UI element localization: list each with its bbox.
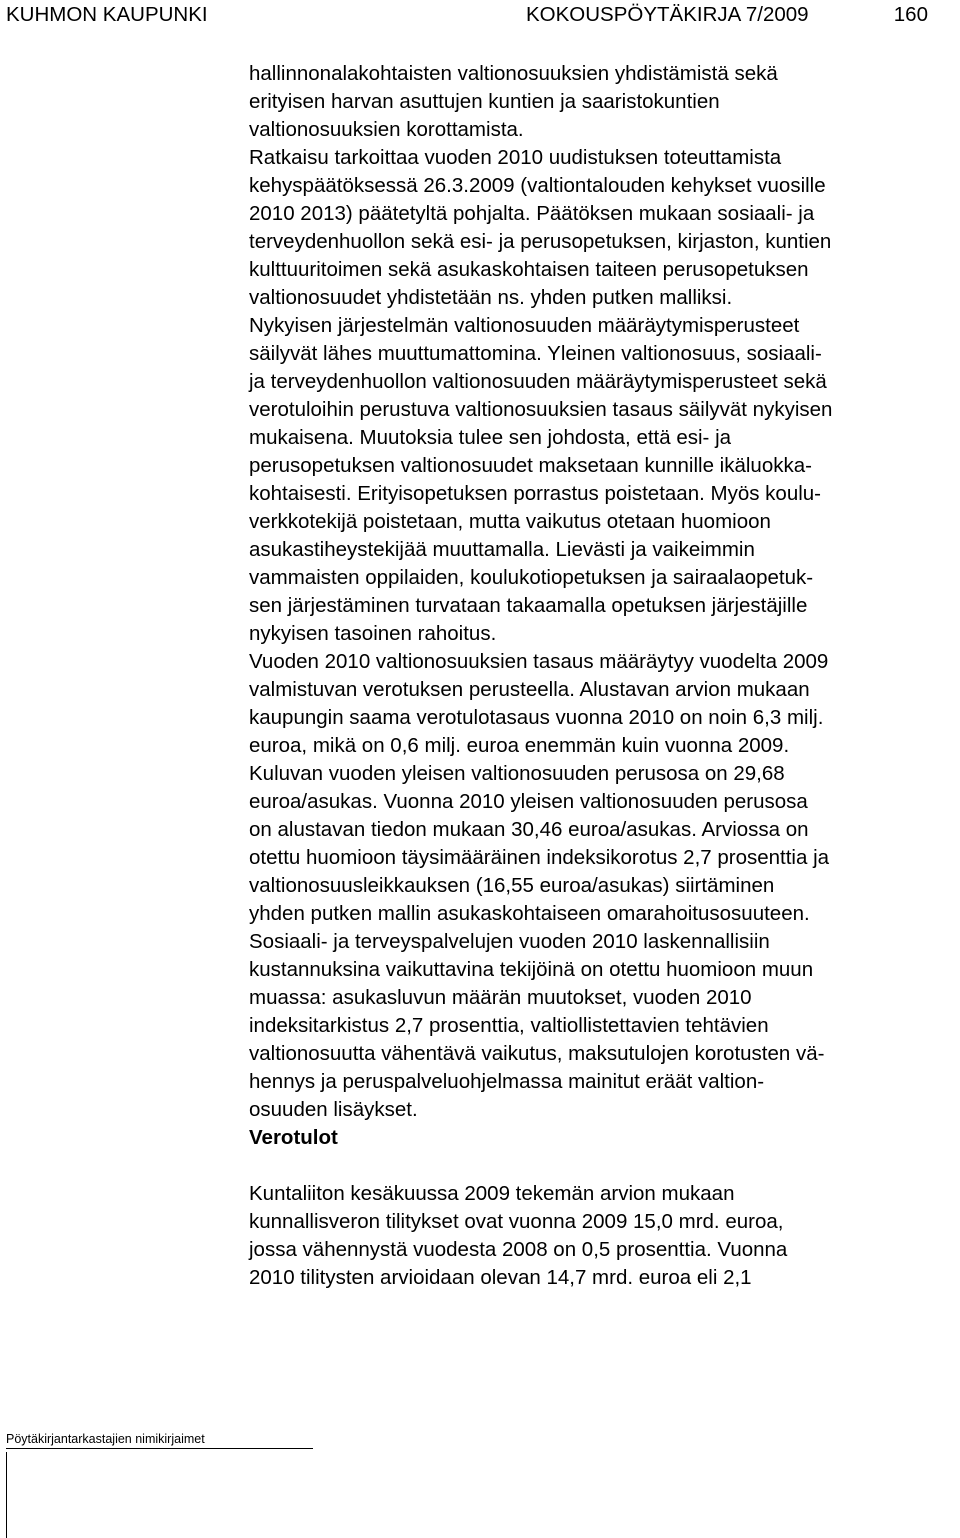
text-line: kunnallisveron tilitykset ovat vuonna 2009 15,0 mrd. euroa, [249,1210,784,1233]
document-body [249,60,959,1292]
text-line: 2010 2013) päätetyltä pohjalta. Päätöksen mukaan sosiaali- ja [249,202,815,225]
page-header [6,3,928,27]
text-line: hennys ja peruspalveluohjelmassa mainitut eräät valtion- [249,1070,765,1093]
text-line: kulttuuritoimen sekä asukaskohtaisen taiteen perusopetuksen [249,258,809,281]
text-line: säilyvät lähes muuttumattomina. Yleinen valtionosuus, sosiaali- [249,342,822,365]
text-line: ja terveydenhuollon valtionosuuden määräytymisperusteet sekä [249,370,827,393]
text-line: verotuloihin perustuva valtionosuuksien tasaus säilyvät nykyisen [249,398,833,421]
text-line: kehyspäätöksessä 26.3.2009 (valtiontalouden kehykset vuosille [249,174,826,197]
text-line: valtionosuudet yhdistetään ns. yhden putken malliksi. [249,286,733,309]
text-line: perusopetuksen valtionosuudet maksetaan kunnille ikäluokka- [249,454,812,477]
text-line: valmistuvan verotuksen perusteella. Alustavan arvion mukaan [249,678,810,701]
paragraph-4 [249,928,959,1124]
text-line: valtionosuuksien korottamista. [249,118,524,141]
text-line: jossa vähennystä vuodesta 2008 on 0,5 prosenttia. Vuonna [249,1238,788,1261]
text-line: Nykyisen järjestelmän valtionosuuden määräytymisperusteet [249,314,800,337]
text-line: Kuntaliiton kesäkuussa 2009 tekemän arvion mukaan [249,1182,735,1205]
text-line: on alustavan tiedon mukaan 30,46 euroa/asukas. Arviossa on [249,818,809,841]
text-line: Ratkaisu tarkoittaa vuoden 2010 uudistuksen toteuttamista [249,146,782,169]
text-line: valtionosuutta vähentävä vaikutus, maksutulojen korotusten vä- [249,1042,825,1065]
paragraph-3 [249,760,959,928]
text-line: terveydenhuollon sekä esi- ja perusopetuksen, kirjaston, kuntien [249,230,832,253]
text-line: indeksitarkistus 2,7 prosenttia, valtiollistettavien tehtävien [249,1014,769,1037]
text-line: kustannuksina vaikuttavina tekijöinä on otettu huomioon muun [249,958,814,981]
text-line: Vuoden 2010 valtionosuuksien tasaus määräytyy vuodelta 2009 [249,650,829,673]
text-line: vammaisten oppilaiden, koulukotiopetuksen ja sairaalaopetuk- [249,566,814,589]
text-line: kaupungin saama verotulotasaus vuonna 2010 on noin 6,3 milj. [249,706,824,729]
text-line: mukaisena. Muutoksia tulee sen johdosta, että esi- ja [249,426,732,449]
text-line: Kuluvan vuoden yleisen valtionosuuden perusosa on 29,68 [249,762,785,785]
text-line: muassa: asukasluvun määrän muutokset, vuoden 2010 [249,986,752,1009]
text-line: yhden putken mallin asukaskohtaiseen omarahoitusosuuteen. [249,902,810,925]
text-line: valtionosuusleikkauksen (16,55 euroa/asukas) siirtäminen [249,874,775,897]
organization-name: KUHMON KAUPUNKI [6,3,208,26]
text-line: euroa/asukas. Vuonna 2010 yleisen valtionosuuden perusosa [249,790,808,813]
section-heading: Verotulot [249,1126,338,1149]
text-line: 2010 tilitysten arvioidaan olevan 14,7 mrd. euroa eli 2,1 [249,1266,752,1289]
text-line: otettu huomioon täysimääräinen indeksikorotus 2,7 prosenttia ja [249,846,830,869]
signature-line [6,1448,313,1449]
paragraph-2 [249,312,959,760]
text-line: euroa, mikä on 0,6 milj. euroa enemmän kuin vuonna 2009. [249,734,790,757]
text-line: erityisen harvan asuttujen kuntien ja saaristokuntien [249,90,720,113]
document-title: KOKOUSPÖYTÄKIRJA 7/2009 [526,3,809,26]
text-line: kohtaisesti. Erityisopetuksen porrastus poistetaan. Myös koulu- [249,482,821,505]
text-line: osuuden lisäykset. [249,1098,418,1121]
text-line: sen järjestäminen turvataan takaamalla opetuksen järjestäjille [249,594,808,617]
paragraph-1 [249,60,959,312]
paragraph-5 [249,1180,959,1292]
text-line: hallinnonalakohtaisten valtionosuuksien yhdistämistä sekä [249,62,778,85]
text-line: Sosiaali- ja terveyspalvelujen vuoden 2010 laskennallisiin [249,930,770,953]
text-line: asukastiheystekijää muuttamalla. Lievästi ja vaikeimmin [249,538,755,561]
signature-box-edge [6,1452,7,1538]
text-line: nykyisen tasoinen rahoitus. [249,622,497,645]
page-number: 160 [893,3,928,26]
signature-label: Pöytäkirjantarkastajien nimikirjaimet [6,1432,205,1446]
text-line: verkkotekijä poistetaan, mutta vaikutus otetaan huomioon [249,510,771,533]
